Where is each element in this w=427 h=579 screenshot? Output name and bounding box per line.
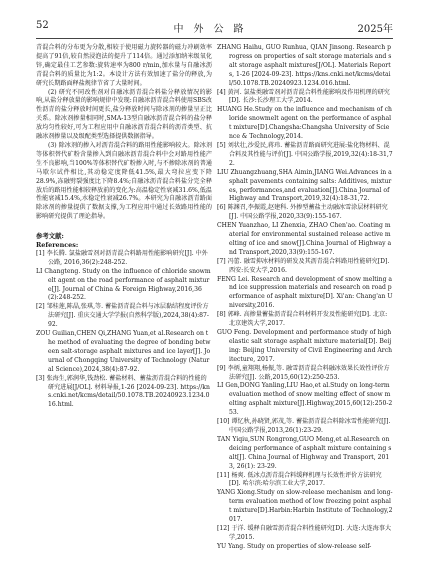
reference-entry: [11] 杨爽. 低冰点沥青混合料缓释机理与长效性评价方法研究[D]. 哈尔滨:哈尔滨工业大学,2017. bbox=[217, 471, 382, 488]
publication-year: 2025年 bbox=[357, 24, 393, 35]
left-column bbox=[36, 44, 212, 410]
body-paragraph: (2) 研究不同改性剂对自融冰沥青混合料盐分释放情况的影响,从盐分释放量的影响规律中发现:自融冰沥青混合料使用SBS改性沥青的盐分释放时间更长,盐分释放时间与除冰剂的掺量呈正比关系。除冰剂掺量相同时,SMA-13型自融冰沥青混合料的盐分释放均匀性较好,可为工程应用中自融冰沥青混合料的沥青类型、抗融冰剂掺量以及级配类型选择提供数据指导。 bbox=[36, 88, 212, 141]
reference-entry: ZOU Guilian,CHEN Qi,ZHANG Yuan,et al.Research on the method of evaluating the degree of bonding between salt-storage asphalt mixtures and ice layer[J]. Journal of Chongqing University of Technology (Natural Science),2024,38(4):87-92. bbox=[36, 330, 211, 373]
header-rule bbox=[36, 38, 393, 39]
reference-entry: [7] 冯蕾. 融雪抑冰材料的研发及其沥青混合料路用性能研究[D]. 西安:长安大学,2016. bbox=[217, 257, 390, 274]
reference-entry: [2] 邹桂莲,陈晶,张琪,等. 蓄盐沥青混合料与冰层黏结程度评价方法研究[J]. 重庆交通大学学报(自然科学版),2024,38(4):87-92. bbox=[36, 303, 209, 329]
reference-entry: [4] 黄河. 氯盐类融雪剂对沥青混合料性能影响及作用机理的研究[D]. 长沙:长沙理工大学,2014. bbox=[217, 88, 390, 105]
body-paragraph: (3) 除冰剂的掺入对沥青混合料的路用性能影响较大。除冰剂等体积替代矿粉含量掺入到自融冰沥青混合料中会对路用性能产生不良影响,当100%等体积替代矿粉掺入时,与不掺除冰剂的普通马歇尔试件相比,其动稳定度降低41.5%,最大弯拉应变下降28.9%,冻融劈裂强度比下降8.4%;自融冰沥青混合料盐分完全释放后的路用性能相较释放前的变化为:高温稳定性衰减31.6%,低温性能衰减15.4%,水稳定性衰减26.7%。本研究为自融冰沥青路面除冰剂的掺量提供了数据支撑,为工程应用中通过长效路用性能的影响研究提供了理论指导。 bbox=[36, 141, 212, 221]
reference-list-right bbox=[217, 44, 393, 552]
reference-entry: LI Changteng. Study on the influence of chloride snowmelt agent on the road performance of asphalt mixture[J]. Journal of China & Foreign Highway,2016,36(2):248-252. bbox=[36, 267, 211, 302]
reference-entry: YANG Xiong.Study on slow-release mechanism and long-term evaluation method of low freezing point asphalt mixture[D].Harbin:Harbin Institute of Technology,2017. bbox=[217, 489, 393, 524]
reference-entry: [3] 张海生,郭润华,钱劲松. 蓄盐材料、蓄盐沥青混合料的性能的研究进展[J/OL]. 材料导报,1-26 [2024-09-23]. https://kns.cnki.net/kcms/detail/50.1078.TB.20240923.1234.016.html. bbox=[36, 374, 210, 409]
reference-entry: TAN Yiqiu,SUN Rongrong,GUO Meng,et al.Research on deicing performance of asphalt mixture containing salt[J]. China Journal of Highway and Transport, 2013, 26(1): 23-29. bbox=[217, 435, 392, 470]
reference-entry: CHEN Yuanzhao, LI Zhenxia, ZHAO Chen'ao. Coating material for environmental sustained release active melting of ice and snow[J].China Journal of Highway and Transport,2020,33(9):155-167. bbox=[217, 222, 392, 256]
reference-entry: GUO Feng. Development and performance study of high elastic salt storage asphalt mixture material[D]. Beijing: Beijing University of Civil Engineering and Architecture, 2017. bbox=[217, 329, 393, 363]
body-paragraph: 青混合料的分布更为分散,相较于使用磁力旋转器的磁力冲刷效率提高了91倍,较自然浸泡法的提升了114倍。通过添加纳米级氧化锌,确定最佳工艺参数:旋转速率为800 r/min,加水量与自融冰沥青混合料的质量比为1:2。本设计方法有效加速了盐分的释放,为研究长期路面释盐规律节省了大量时间。 bbox=[36, 44, 212, 87]
reference-list-left bbox=[36, 250, 212, 410]
reference-entry: [9] 李炳,童翔翔,杨振,等. 融雪沥青混合料融冰效果长效性评价方法研究[J]. 公路,2015,60(12):250-253. bbox=[217, 364, 390, 381]
reference-entry: [8] 郭峰. 高掺量蓄盐沥青混合料材料开发及性能研究[D]. 北京:北京建筑大学,2017. bbox=[217, 311, 388, 328]
right-column bbox=[217, 44, 393, 552]
reference-entry: LIU Zhuangzhuang,SHA Aimin,JIANG Wei.Advances in asphalt pavements containing salts: Additives, mixtures, performances,and evaluation[J].China Journal of Highway and Transport,2019,32(4):18-31,72. bbox=[217, 168, 392, 203]
reference-entry: [10] 谭忆秋,孙晓贤,郭茂,等. 蓄盐沥青混合料除冰雪性能研究[J]. 中国公路学报,2013,26(1):23-29. bbox=[217, 418, 391, 434]
reference-entry: [12] 于洋. 缓释自融雪沥青混合料性能研究[D]. 大连:大连海事大学,2015. bbox=[217, 524, 392, 541]
running-header bbox=[0, 20, 427, 34]
reference-entry: [1] 李长腾. 氯盐融雪剂对沥青混合料路用性能影响研究[J]. 中外公路, 2016,36(2):248-252. bbox=[36, 249, 208, 266]
conclusions-section bbox=[36, 44, 212, 222]
journal-title: 中外公路 bbox=[173, 24, 254, 35]
reference-entry: YU Yang. Study on properties of slow-release self- bbox=[217, 542, 372, 550]
references-heading-cn: 参考文献: bbox=[36, 232, 64, 241]
reference-entry: HUANG He.Study on the influence and mechanism of chloride snowmelt agent on the performance of asphalt mixture[D].Changsha:Changsha University of Science & Technology,2014. bbox=[217, 106, 392, 141]
reference-entry: LI Gen,DONG Yanling,LIU Hao,et al.Study on long-term evaluation method of snow melting effect of snow melting asphalt mixture[J].Highway,2015,60(12):250-253. bbox=[217, 382, 393, 417]
reference-entry: ZHANG Haihu, GUO Runhua, QIAN Jinsong. Research progress on properties of salt storage materials and salt storage asphalt mixtures[J/OL]. Materials Reports, 1-26 [2024-09-23]. https://kns.cnki.net/kcms/detail/50.1078.TB.20240923.1234.016.html. bbox=[217, 44, 392, 87]
reference-entry: FENG Lei. Research and development of snow melting and ice suppression materials and research on road performance of asphalt mixture[D]. Xi'an: Chang'an University,2016. bbox=[217, 275, 393, 310]
page-number: 52 bbox=[36, 20, 49, 31]
references-heading-en: References: bbox=[36, 241, 79, 250]
reference-entry: [6] 陈渊召,李振霞,赵建科. 外掺型蓄盐主动融冰雪涂层材料研究[J]. 中国公路学报,2020,33(9):155-167. bbox=[217, 204, 388, 221]
reference-entry: [5] 刘状壮,沙爱民,蒋玮. 蓄盐沥青路面研究进展:盐化物材料、混合料及其性能与评价[J]. 中国公路学报,2019,32(4):18-31,72. bbox=[217, 141, 393, 167]
